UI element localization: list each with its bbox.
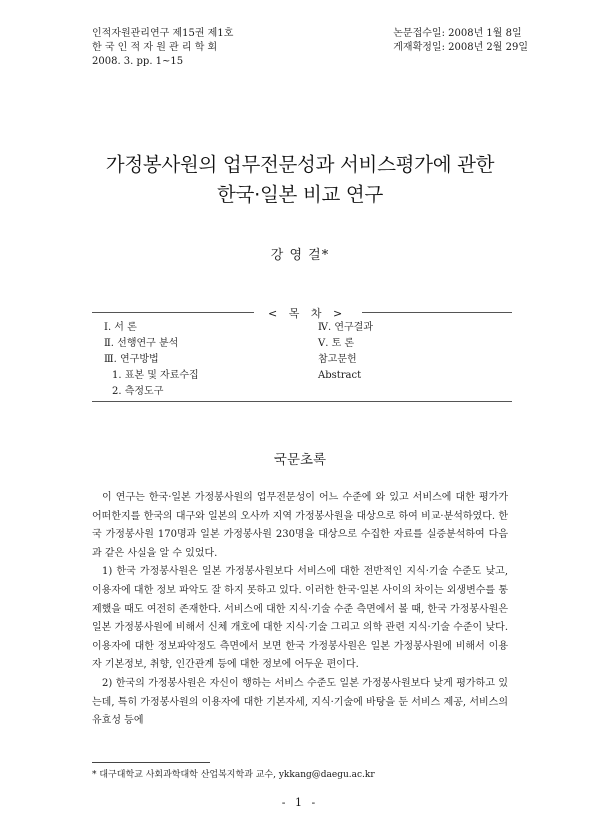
toc-column-right	[318, 320, 373, 384]
toc-rule-left	[92, 312, 254, 313]
toc-item: Ⅲ. 연구방법	[104, 354, 159, 365]
received-date: 논문접수일: 2008년 1월 8일	[393, 28, 522, 39]
toc-item: 참고문헌	[318, 354, 357, 365]
toc-column-left	[104, 320, 199, 400]
page-number: - 1 -	[281, 796, 319, 809]
toc-item: Abstract	[318, 370, 362, 381]
toc-rule-right	[362, 312, 512, 313]
toc-subitem: 1. 표본 및 자료수집	[112, 370, 199, 381]
toc-item: Ⅴ. 토 론	[318, 338, 355, 349]
abstract-paragraph: 이 연구는 한국·일본 가정봉사원의 업무전문성이 어느 수준에 와 있고 서비스에 대한 평가가 어떠한지를 한국의 대구와 일본의 오사까 지역 가정봉사원을 대상으로 하여 비교·분석하였다. 한국 가정봉사원 170명과 일본 가정봉사원 230명을 대상으로 수집한 자료를 실증분석하여 다음과 같은 사실을 알 수 있었다.	[92, 492, 508, 559]
journal-info	[92, 27, 233, 69]
toc-item: Ⅳ. 연구결과	[318, 322, 373, 333]
author-name: 강 영 걸*	[270, 248, 330, 263]
abstract-paragraph: 1) 한국 가정봉사원은 일본 가정봉사원보다 서비스에 대한 전반적인 지식·기술 수준도 낮고, 이용자에 대한 정보 파악도 잘 하지 못하고 있다. 이러한 한국·일본 사이의 차이는 외생변수를 통제했을 때도 여전히 존재한다. 서비스에 대한 지식·기술 수준 측면에서 볼 때, 한국 가정봉사원은 일본 가정봉사원에 비해서 신체 개호에 대한 지식·기술 그리고 의학 관련 지식·기술 수준이 낮다. 이용자에 대한 정보파악정도 측면에서 보면 한국 가정봉사원은 일본 가정봉사원에 비해서 이용자 기본정보, 취향, 인간관계 등에 대한 정보에 어두운 편이다.	[92, 566, 508, 671]
toc-label: < 목 차 >	[268, 307, 347, 320]
footnote-rule	[92, 762, 210, 763]
submission-dates	[393, 27, 528, 55]
toc-item: Ⅱ. 선행연구 분석	[104, 338, 179, 349]
journal-name: 인적자원관리연구 제15권 제1호	[92, 28, 234, 39]
abstract-title: 국문초록	[273, 452, 327, 468]
toc-item: Ⅰ. 서 론	[104, 322, 137, 333]
author-footnote: * 대구대학교 사회과학대학 산업복지학과 교수, ykkang@daegu.ac.kr	[92, 770, 375, 780]
title-line-1: 가정봉사원의 업무전문성과 서비스평가에 관한	[105, 153, 495, 176]
paper-title	[0, 150, 600, 210]
issue-pages: 2008. 3. pp. 1~15	[92, 56, 184, 67]
toc-bottom-rule	[92, 401, 512, 402]
society-name: 한 국 인 적 자 원 관 리 학 회	[92, 42, 218, 53]
accepted-date: 게재확정일: 2008년 2월 29일	[393, 42, 528, 53]
title-line-2: 한국·일본 비교 연구	[217, 183, 383, 206]
abstract-body	[92, 489, 508, 731]
toc-subitem: 2. 측정도구	[112, 386, 164, 397]
abstract-paragraph: 2) 한국의 가정봉사원은 자신이 행하는 서비스 수준도 일본 가정봉사원보다 낮게 평가하고 있는데, 특히 가정봉사원의 이용자에 대한 기본자세, 지식·기술에 바탕을 둔 서비스 제공, 서비스의 유효성 등에	[92, 677, 508, 727]
